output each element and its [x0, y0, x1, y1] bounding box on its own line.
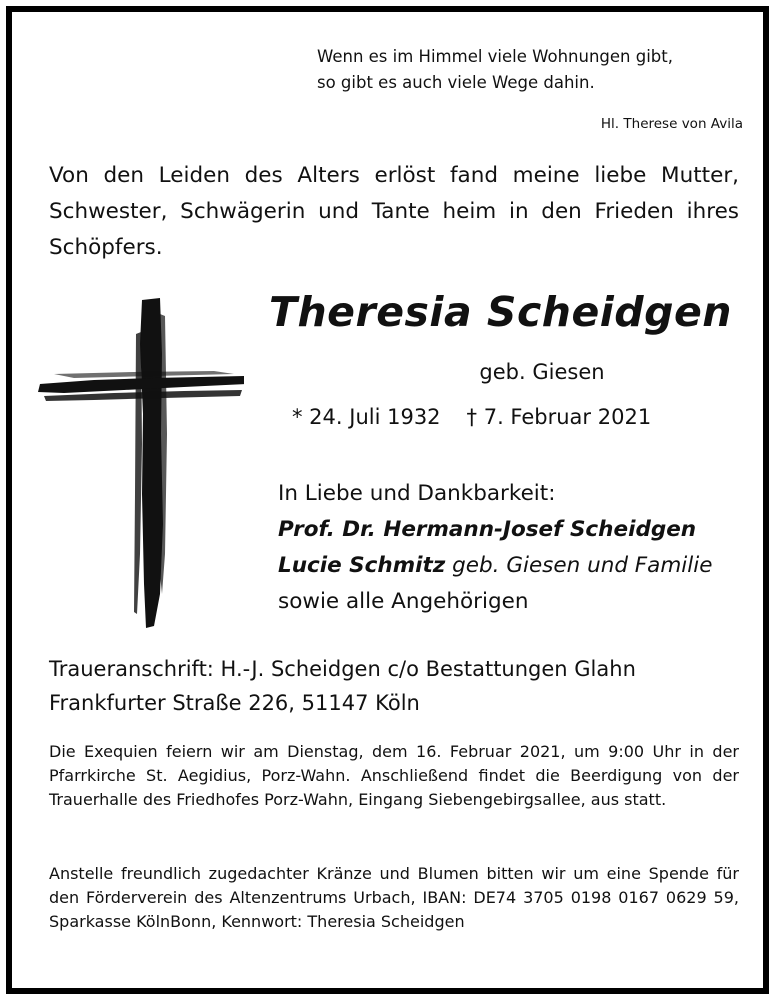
mourners-others: sowie alle Angehörigen	[278, 589, 529, 614]
quote-line-1: Wenn es im Himmel viele Wohnungen gibt,	[317, 47, 673, 66]
mourning-address	[49, 652, 636, 720]
mourners-heading: In Liebe und Dankbarkeit:	[278, 481, 556, 506]
deceased-name: Theresia Scheidgen	[269, 288, 732, 336]
mourners	[278, 476, 712, 620]
quote-line-2: so gibt es auch viele Wege dahin.	[317, 73, 595, 92]
mourner-2-row	[278, 548, 712, 584]
mourner-1: Prof. Dr. Hermann-Josef Scheidgen	[278, 517, 697, 542]
deceased-maiden-name: geb. Giesen	[479, 360, 605, 384]
death-date: † 7. Februar 2021	[466, 405, 652, 429]
mourner-2: Lucie Schmitz	[278, 553, 446, 578]
address-line-2: Frankfurter Straße 226, 51147 Köln	[49, 691, 420, 715]
quote	[317, 44, 737, 96]
funeral-info: Die Exequien feiern wir am Dienstag, dem 16. Februar 2021, um 9:00 Uhr in der Pfarrkirche St. Aegidius, Porz-Wahn. Anschließend findet die Beerdigung von der Trauerhalle des Friedhofes Porz-Wahn, Eingang Siebengebirgsallee, aus statt.	[49, 742, 739, 809]
life-dates	[292, 405, 651, 429]
obituary-notice	[6, 6, 769, 994]
address-line-1: Traueranschrift: H.-J. Scheidgen c/o Bestattungen Glahn	[49, 657, 636, 681]
quote-author: Hl. Therese von Avila	[600, 116, 743, 132]
brush-cross-icon	[34, 294, 244, 634]
intro-text: Von den Leiden des Alters erlöst fand meine liebe Mutter, Schwester, Schwägerin und Tante heim in den Frieden ihres Schöpfers.	[49, 163, 739, 260]
birth-date: * 24. Juli 1932	[292, 405, 441, 429]
mourner-2-suffix: geb. Giesen und Familie	[445, 553, 713, 578]
donation-info: Anstelle freundlich zugedachter Kränze und Blumen bitten wir um eine Spende für den Förderverein des Altenzentrums Urbach, IBAN: DE74 3705 0198 0167 0629 59, Sparkasse KölnBonn, Kennwort: Theresia Scheidgen	[49, 864, 739, 931]
